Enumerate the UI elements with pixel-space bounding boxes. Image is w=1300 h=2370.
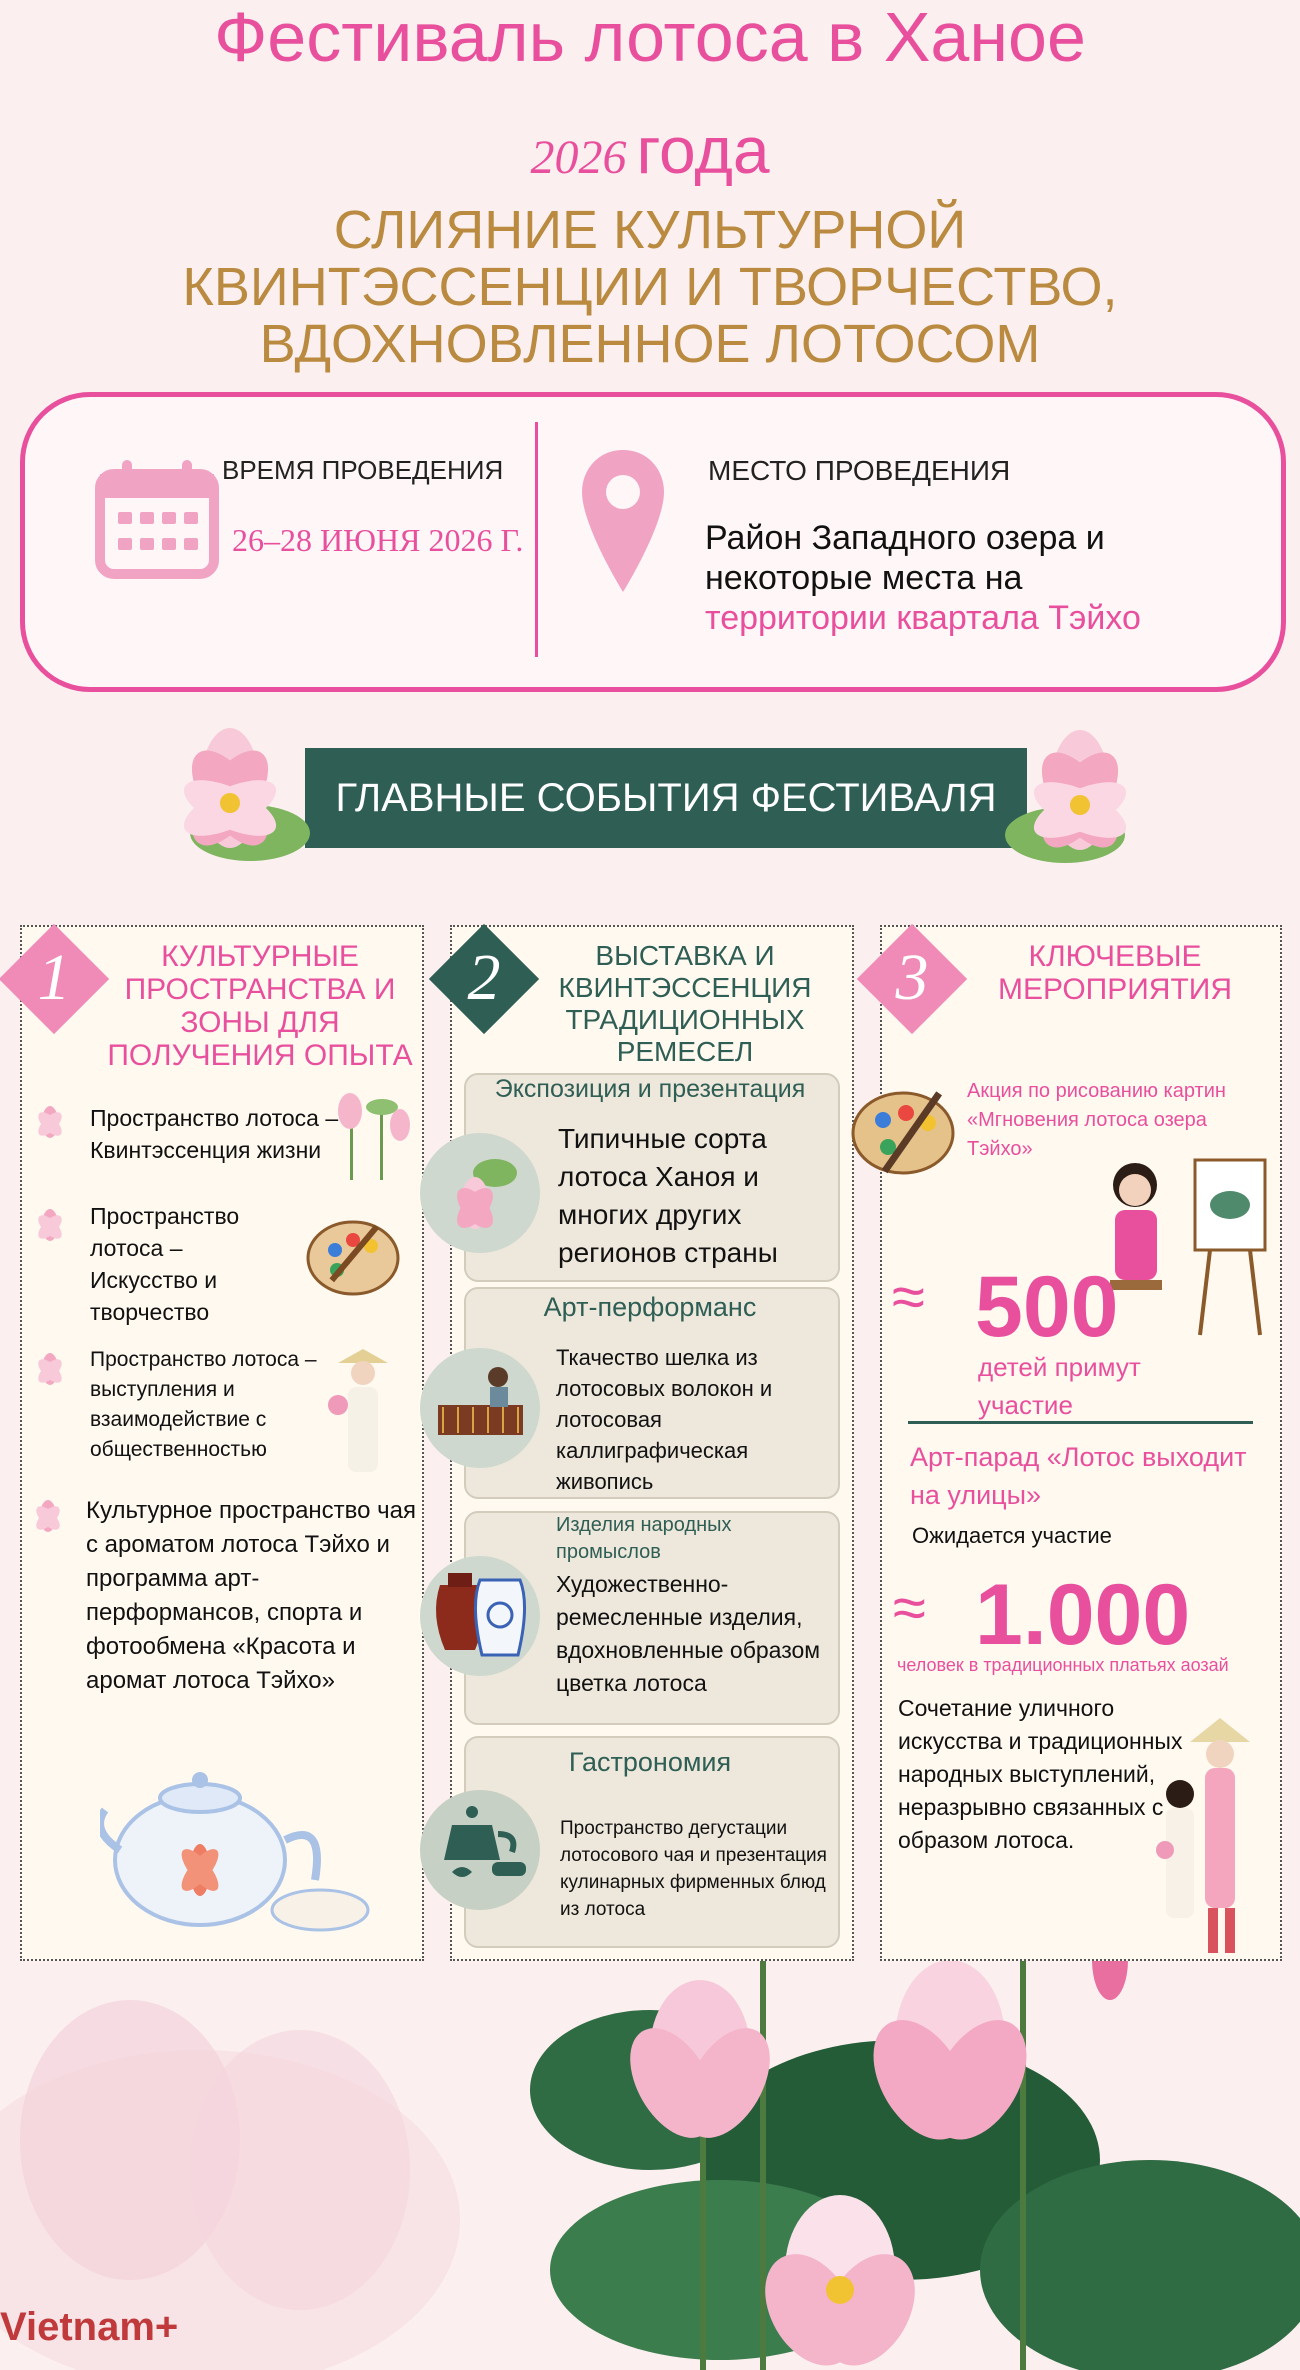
girl-painting-illustration	[1100, 1155, 1270, 1340]
column-2-number: 2	[467, 941, 501, 1014]
card-gastronomy-heading: Гастрономия	[568, 1747, 732, 1777]
paint-palette-icon	[305, 1210, 405, 1300]
card-art-performance-heading: Арт-перформанс	[543, 1292, 757, 1322]
festival-subtitle: СЛИЯНИЕ КУЛЬТУРНОЙ КВИНТЭССЕНЦИИ И ТВОРЧЕСТВО, ВДОХНОВЛЕННОЕ ЛОТОСОМ	[182, 200, 1118, 374]
approx-sign-1: ≈	[892, 1263, 925, 1330]
section-divider	[908, 1421, 1253, 1424]
woman-with-lotus-illustration	[318, 1345, 408, 1475]
calendar-icon	[92, 452, 222, 582]
event-art-parade-note: Ожидается участие	[912, 1523, 1112, 1548]
lotus-bullet-icon	[22, 1494, 74, 1534]
teapot-icon	[432, 1800, 532, 1900]
vietnamplus-logo: Vietnam+	[0, 2305, 179, 2349]
where-value	[705, 518, 1245, 638]
column-1-number: 1	[37, 941, 71, 1014]
column-3-number: 3	[895, 941, 929, 1014]
card-folk-crafts-text: Художественно-ремесленные изделия, вдохновленные образом цветка лотоса	[556, 1571, 821, 1696]
info-divider	[535, 422, 538, 657]
festival-title: Фестиваль лотоса в Ханое	[214, 0, 1086, 76]
column-1-item-3: Пространство лотоса – выступления и взаимодействие с общественностью	[90, 1348, 317, 1461]
column-1-item-4: Культурное пространство чая с ароматом лотоса Тэйхо и программа арт-перформансов, спорта и фотообмена «Красота и аромат лотоса Тэйхо»	[86, 1497, 417, 1694]
approx-sign-2: ≈	[893, 1574, 926, 1641]
card-gastronomy-text: Пространство дегустации лотосового чая и презентация кулинарных фирменных блюд из лотоса	[560, 1818, 827, 1920]
card-exhibition-text: Типичные сорта лотоса Ханоя и многих других регионов страны	[558, 1123, 778, 1268]
stat-children-caption: детей примут участие	[978, 1352, 1141, 1420]
column-3-title: КЛЮЧЕВЫЕ МЕРОПРИЯТИЯ	[997, 940, 1233, 1006]
lotus-background-illustration	[0, 1940, 1300, 2370]
event-drawing-campaign: Акция по рисованию картин «Мгновения лотоса озера Тэйхо»	[967, 1080, 1226, 1160]
lotus-flower-icon	[145, 708, 315, 868]
teapot-with-lotus-illustration	[100, 1740, 380, 1940]
where-highlight: территории квартала Тэйхо	[705, 599, 1141, 637]
lotus-bullet-icon	[24, 1100, 76, 1140]
where-label: МЕСТО ПРОВЕДЕНИЯ	[708, 455, 1011, 486]
location-pin-icon	[578, 446, 668, 596]
card-art-performance-text: Ткачество шелка из лотосовых волокон и лотосовая каллиграфическая живопись	[556, 1345, 773, 1494]
when-value: 26–28 ИЮНЯ 2026 Г.	[232, 522, 524, 558]
lotus-icon	[430, 1143, 530, 1243]
lotus-bullet-icon	[24, 1347, 76, 1387]
where-text: Район Западного озера и некоторые места на	[705, 519, 1105, 597]
silk-weaving-icon	[428, 1355, 533, 1455]
palette-and-brush-icon	[848, 1075, 968, 1185]
lotus-flower-icon	[995, 710, 1165, 870]
card-exhibition-heading: Экспозиция и презентация	[494, 1075, 806, 1103]
column-2-title: ВЫСТАВКА И КВИНТЭССЕНЦИЯ ТРАДИЦИОННЫХ РЕМЕСЕЛ	[558, 940, 812, 1067]
vase-icon	[430, 1555, 530, 1665]
lotus-bullet-icon	[24, 1203, 76, 1243]
card-folk-crafts-heading: Изделия народных промыслов	[556, 1514, 732, 1563]
when-label: ВРЕМЯ ПРОВЕДЕНИЯ	[222, 455, 504, 485]
banner-title: ГЛАВНЫЕ СОБЫТИЯ ФЕСТИВАЛЯ	[335, 776, 997, 820]
column-1-item-1: Пространство лотоса – Квинтэссенция жизни	[90, 1105, 339, 1163]
festival-title-year	[0, 115, 1300, 193]
column-1-item-2: Пространство лотоса – Искусство и творчество	[90, 1203, 240, 1325]
year: 2026	[530, 131, 627, 184]
column-1-title: КУЛЬТУРНЫЕ ПРОСТРАНСТВА И ЗОНЫ ДЛЯ ПОЛУЧЕНИЯ ОПЫТА	[107, 940, 413, 1072]
stat-aodai-caption: человек в традиционных платьях аозай	[897, 1655, 1229, 1675]
lotus-plant-illustration	[320, 1085, 415, 1180]
stat-aodai-count: 1.000	[975, 1567, 1191, 1663]
event-street-art: Сочетание уличного искусства и традиционных народных выступлений, неразрывно связанных с образом лотоса.	[898, 1695, 1183, 1853]
stat-children-count: 500	[975, 1259, 1119, 1355]
women-in-aodai-illustration	[1150, 1710, 1290, 1960]
year-word: года	[636, 113, 770, 187]
event-art-parade: Арт-парад «Лотос выходит на улицы»	[910, 1442, 1247, 1510]
